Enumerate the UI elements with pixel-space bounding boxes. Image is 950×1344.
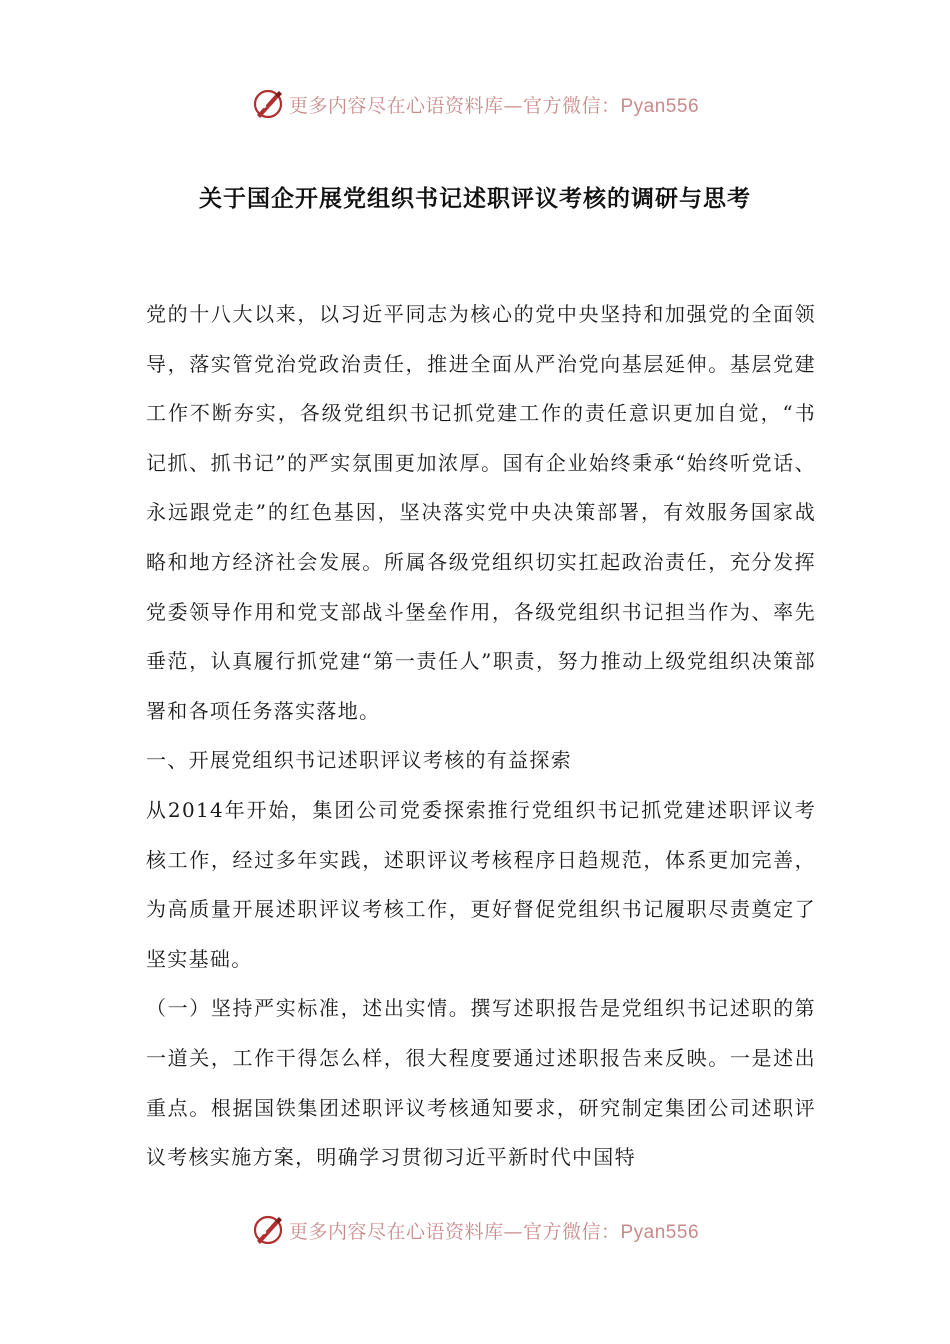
banner-text (289, 1217, 699, 1244)
pen-logo-icon (251, 1213, 285, 1247)
paragraph-subsection-1: （一）坚持严实标准，述出实情。撰写述职报告是党组织书记述职的第一道关，工作干得怎么样，很大程度要通过述职报告来反映。一是述出重点。根据国铁集团述职评议考核通知要求，研究制定集团公司述职评议考核实施方案，明确学习贯彻习近平新时代中国特 (146, 996, 816, 1170)
banner-text-cn: 更多内容尽在心语资料库—官方微信： (288, 1220, 621, 1243)
document-title: 关于国企开展党组织书记述职评议考核的调研与思考 (199, 186, 751, 212)
header-banner (0, 84, 950, 124)
banner-wechat-id: Pyan556 (620, 95, 700, 117)
paragraph-section-1: 从2014年开始，集团公司党委探索推行党组织书记抓党建述职评议考核工作，经过多年实践，述职评议考核程序日趋规范，体系更加完善，为高质量开展述职评议考核工作，更好督促党组织书记履职尽责奠定了坚实基础。 (146, 797, 816, 971)
banner-text (289, 91, 699, 118)
pen-logo-icon (251, 87, 285, 121)
paragraph-intro: 党的十八大以来，以习近平同志为核心的党中央坚持和加强党的全面领导，落实管党治党政治责任，推进全面从严治党向基层延伸。基层党建工作不断夯实，各级党组织书记抓党建工作的责任意识更加自觉，“书记抓、抓书记”的严实氛围更加浓厚。国有企业始终秉承“始终听党话、永远跟党走”的红色基因，坚决落实党中央决策部署，有效服务国家战略和地方经济社会发展。所属各级党组织切实扛起政治责任，充分发挥党委领导作用和党支部战斗堡垒作用，各级党组织书记担当作为、率先垂范，认真履行抓党建“第一责任人”职责，努力推动上级党组织决策部署和各项任务落实落地。 (146, 302, 816, 723)
banner-wechat-id: Pyan556 (620, 1221, 700, 1243)
document-body (146, 290, 816, 1183)
footer-banner (0, 1210, 950, 1250)
banner-text-cn: 更多内容尽在心语资料库—官方微信： (288, 94, 621, 117)
section-heading: 一、开展党组织书记述职评议考核的有益探索 (146, 748, 572, 773)
